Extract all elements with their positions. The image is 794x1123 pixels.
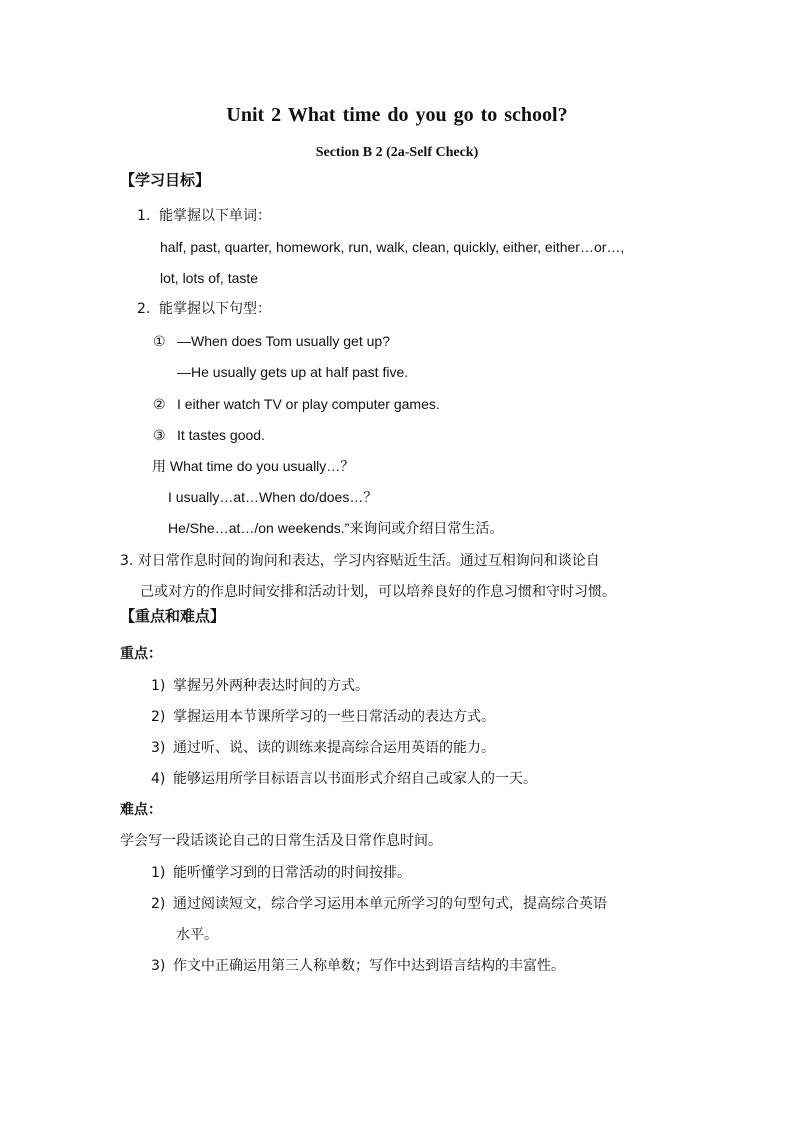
sentence-2: ② I either watch TV or play computer games. [153, 396, 440, 412]
difficulty-label: 难点： [120, 802, 162, 818]
focus-label: 重点： [120, 646, 162, 662]
usage-line-1: 用 What time do you usually…？ [152, 458, 355, 474]
item-label: 能掌握以下句型： [159, 301, 271, 317]
focus-item-2: 2) 掌握运用本节课所学习的一些日常活动的表达方式。 [151, 709, 495, 725]
focus-item-1: 1) 掌握另外两种表达时间的方式。 [151, 678, 369, 694]
usage-line-2: I usually…at…When do/does…？ [168, 489, 378, 505]
focus-item-3: 3) 通过听、说、读的训练来提高综合运用英语的能力。 [151, 740, 495, 756]
item-number: 1. [137, 208, 151, 224]
difficulty-intro: 学会写一段话谈论自己的日常生活及日常作息时间。 [120, 833, 442, 849]
sentence-3: ③ It tastes good. [153, 427, 265, 443]
page-title: Unit 2 What time do you go to school? [226, 104, 568, 126]
objective-item-3-line-1: 3. 对日常作息时间的询问和表达，学习内容贴近生活。通过互相询问和谈论自 [120, 553, 600, 569]
sentence-1-answer: —He usually gets up at half past five. [177, 364, 409, 380]
focus-item-4: 4) 能够运用所学目标语言以书面形式介绍自己或家人的一天。 [151, 771, 537, 787]
circled-number: ③ [153, 427, 166, 443]
objective-item-1 [137, 207, 271, 225]
objectives-heading: 【学习目标】 [120, 171, 211, 189]
word-list-line-1: half, past, quarter, homework, run, walk, clean, quickly, either, either…or…, [160, 239, 625, 255]
item-label: 能掌握以下单词： [159, 208, 271, 224]
key-points-heading: 【重点和难点】 [120, 607, 226, 625]
difficulty-item-3: 3) 作文中正确运用第三人称单数；写作中达到语言结构的丰富性。 [151, 958, 565, 974]
difficulty-item-2-continued: 水平。 [176, 927, 218, 943]
sentence-1-question: ① —When does Tom usually get up? [153, 333, 390, 349]
circled-number: ① [153, 333, 166, 349]
objective-item-2 [137, 300, 271, 318]
item-number: 2. [137, 301, 151, 317]
circled-number: ② [153, 396, 166, 412]
word-list-line-2: lot, lots of, taste [160, 270, 259, 286]
objective-item-3-line-2: 己或对方的作息时间安排和活动计划，可以培养良好的作息习惯和守时习惯。 [140, 584, 616, 600]
usage-line-3: He/She…at…/on weekends.”来询问或介绍日常生活。 [168, 520, 504, 536]
difficulty-item-2: 2) 通过阅读短文，综合学习运用本单元所学习的句型句式，提高综合英语 [151, 896, 607, 912]
difficulty-item-1: 1) 能听懂学习到的日常活动的时间按排。 [151, 865, 411, 881]
page-subtitle: Section B 2 (2a-Self Check) [315, 145, 479, 160]
